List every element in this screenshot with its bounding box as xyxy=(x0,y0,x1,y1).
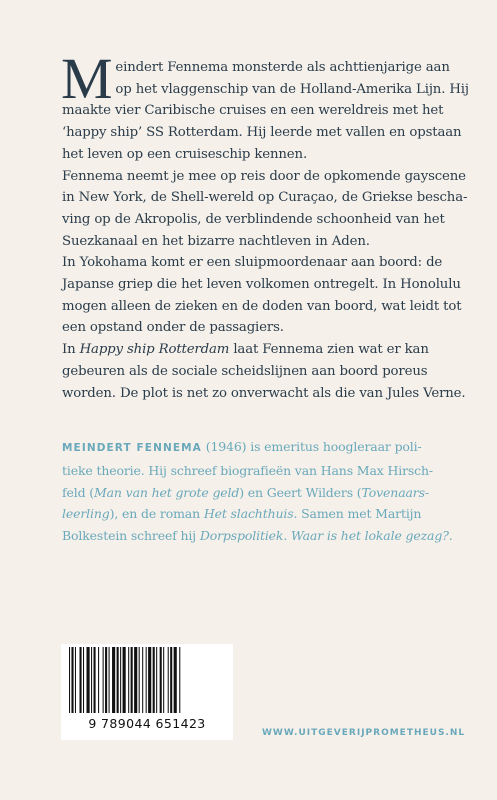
blurb-line xyxy=(62,339,462,361)
barcode-bar xyxy=(123,647,126,713)
barcode-bar xyxy=(134,647,137,713)
book-title-italic: Happy ship Rotterdam xyxy=(79,342,230,358)
barcode-bar xyxy=(168,647,169,713)
barcode-bar xyxy=(163,647,164,713)
barcode-bar xyxy=(105,647,107,713)
barcode-bar xyxy=(103,647,104,713)
blurb-line: op het vlaggenschip van de Holland-Amerika Lijn. Hij xyxy=(115,81,469,97)
blurb-line: het leven op een cruiseschip kennen. xyxy=(62,146,308,162)
barcode-panel xyxy=(61,644,233,740)
barcode-bar xyxy=(146,647,147,713)
barcode-bar xyxy=(87,647,90,713)
author-line: tieke theorie. Hij schreef biografieën van Hans Max Hirsch- xyxy=(62,462,433,478)
barcode-bar xyxy=(91,647,92,713)
barcode-bar xyxy=(75,647,76,713)
barcode-bar xyxy=(117,647,119,713)
barcode-bar xyxy=(94,647,96,713)
text-fragment: feld ( xyxy=(62,484,94,500)
blurb-text xyxy=(61,46,469,404)
barcode-bar xyxy=(160,647,162,713)
blurb-line: Japanse griep die het leven volkomen ontregelt. In Honolulu xyxy=(62,277,461,293)
blurb-line: ‘happy ship’ SS Rotterdam. Hij leerde met vallen en opstaan xyxy=(62,125,462,141)
barcode-bar xyxy=(148,647,151,713)
text-fragment: laat Fennema zien wat er kan xyxy=(229,342,429,358)
barcode-bar xyxy=(153,647,155,713)
blurb-line: eindert Fennema monsterde als achttienjarige aan xyxy=(115,60,450,75)
blurb-line: mogen alleen de zieken en de doden van boord, wat leidt tot xyxy=(62,298,462,314)
text-fragment: Bolkestein schreef hij xyxy=(62,528,200,544)
blurb-line: Fennema neemt je mee op reis door de opkomende gayscene xyxy=(62,168,466,184)
barcode-bar xyxy=(170,647,172,713)
blurb-line: een opstand onder de passagiers. xyxy=(62,320,284,336)
barcode-bar xyxy=(109,647,110,713)
barcode-bar xyxy=(139,647,140,713)
barcode-bar xyxy=(120,647,121,713)
text-fragment: . Samen met Martijn xyxy=(293,506,422,522)
blurb-line: ving op de Akropolis, de verblindende schoonheid van het xyxy=(62,211,445,227)
text-fragment: ), en de roman xyxy=(109,506,204,522)
barcode-bar xyxy=(69,647,70,713)
publisher-website: WWW.UITGEVERIJPROMETHEUS.NL xyxy=(262,728,466,738)
author-name: MEINDERT FENNEMA xyxy=(62,442,202,454)
barcode-bar xyxy=(71,647,73,713)
blurb-line: in New York, de Shell-wereld op Curaçao, de Griekse bescha- xyxy=(62,190,468,206)
work-title: leerling xyxy=(62,506,110,522)
blurb-line: In Yokohama komt er een sluipmoordenaar aan boord: de xyxy=(62,255,443,271)
text-fragment: In xyxy=(62,342,80,358)
author-line xyxy=(62,482,472,504)
author-line xyxy=(62,503,472,525)
blurb-line: Suezkanaal en het bizarre nachtleven in Aden. xyxy=(62,233,370,249)
barcode-icon xyxy=(67,647,227,713)
blurb-line: maakte vier Caribische cruises en een wereldreis met het xyxy=(62,103,444,119)
work-title: Dorpspolitiek xyxy=(199,528,284,544)
author-bio xyxy=(62,436,472,547)
work-title: Waar is het lokale gezag? xyxy=(291,528,449,544)
barcode-bar xyxy=(98,647,99,713)
blurb-line: worden. De plot is net zo onverwacht als die van Jules Verne. xyxy=(62,385,466,401)
author-line xyxy=(62,525,472,547)
barcode-bar xyxy=(83,647,84,713)
barcode-bar xyxy=(128,647,129,713)
barcode-bar xyxy=(112,647,115,713)
work-title: Man van het grote geld xyxy=(93,484,240,500)
barcode-bar xyxy=(174,647,177,713)
barcode-bar xyxy=(179,647,180,713)
author-line xyxy=(62,436,472,460)
text-fragment: ) en Geert Wilders ( xyxy=(239,484,362,500)
blurb-line: gebeuren als de sociale scheidslijnen aan boord poreus xyxy=(62,363,428,379)
text-fragment: . xyxy=(448,528,453,544)
isbn-number: 9 789044 651423 xyxy=(88,716,206,731)
barcode-bar xyxy=(142,647,143,713)
drop-cap: M xyxy=(61,46,113,111)
text-fragment: . xyxy=(283,528,291,544)
barcode-bar xyxy=(131,647,133,713)
work-title: Het slachthuis xyxy=(203,506,294,522)
text-fragment: (1946) is emeritus hoogleraar poli- xyxy=(201,439,422,454)
work-title: Tovenaars- xyxy=(361,484,429,500)
barcode-bar xyxy=(80,647,82,713)
barcode-bar xyxy=(156,647,157,713)
